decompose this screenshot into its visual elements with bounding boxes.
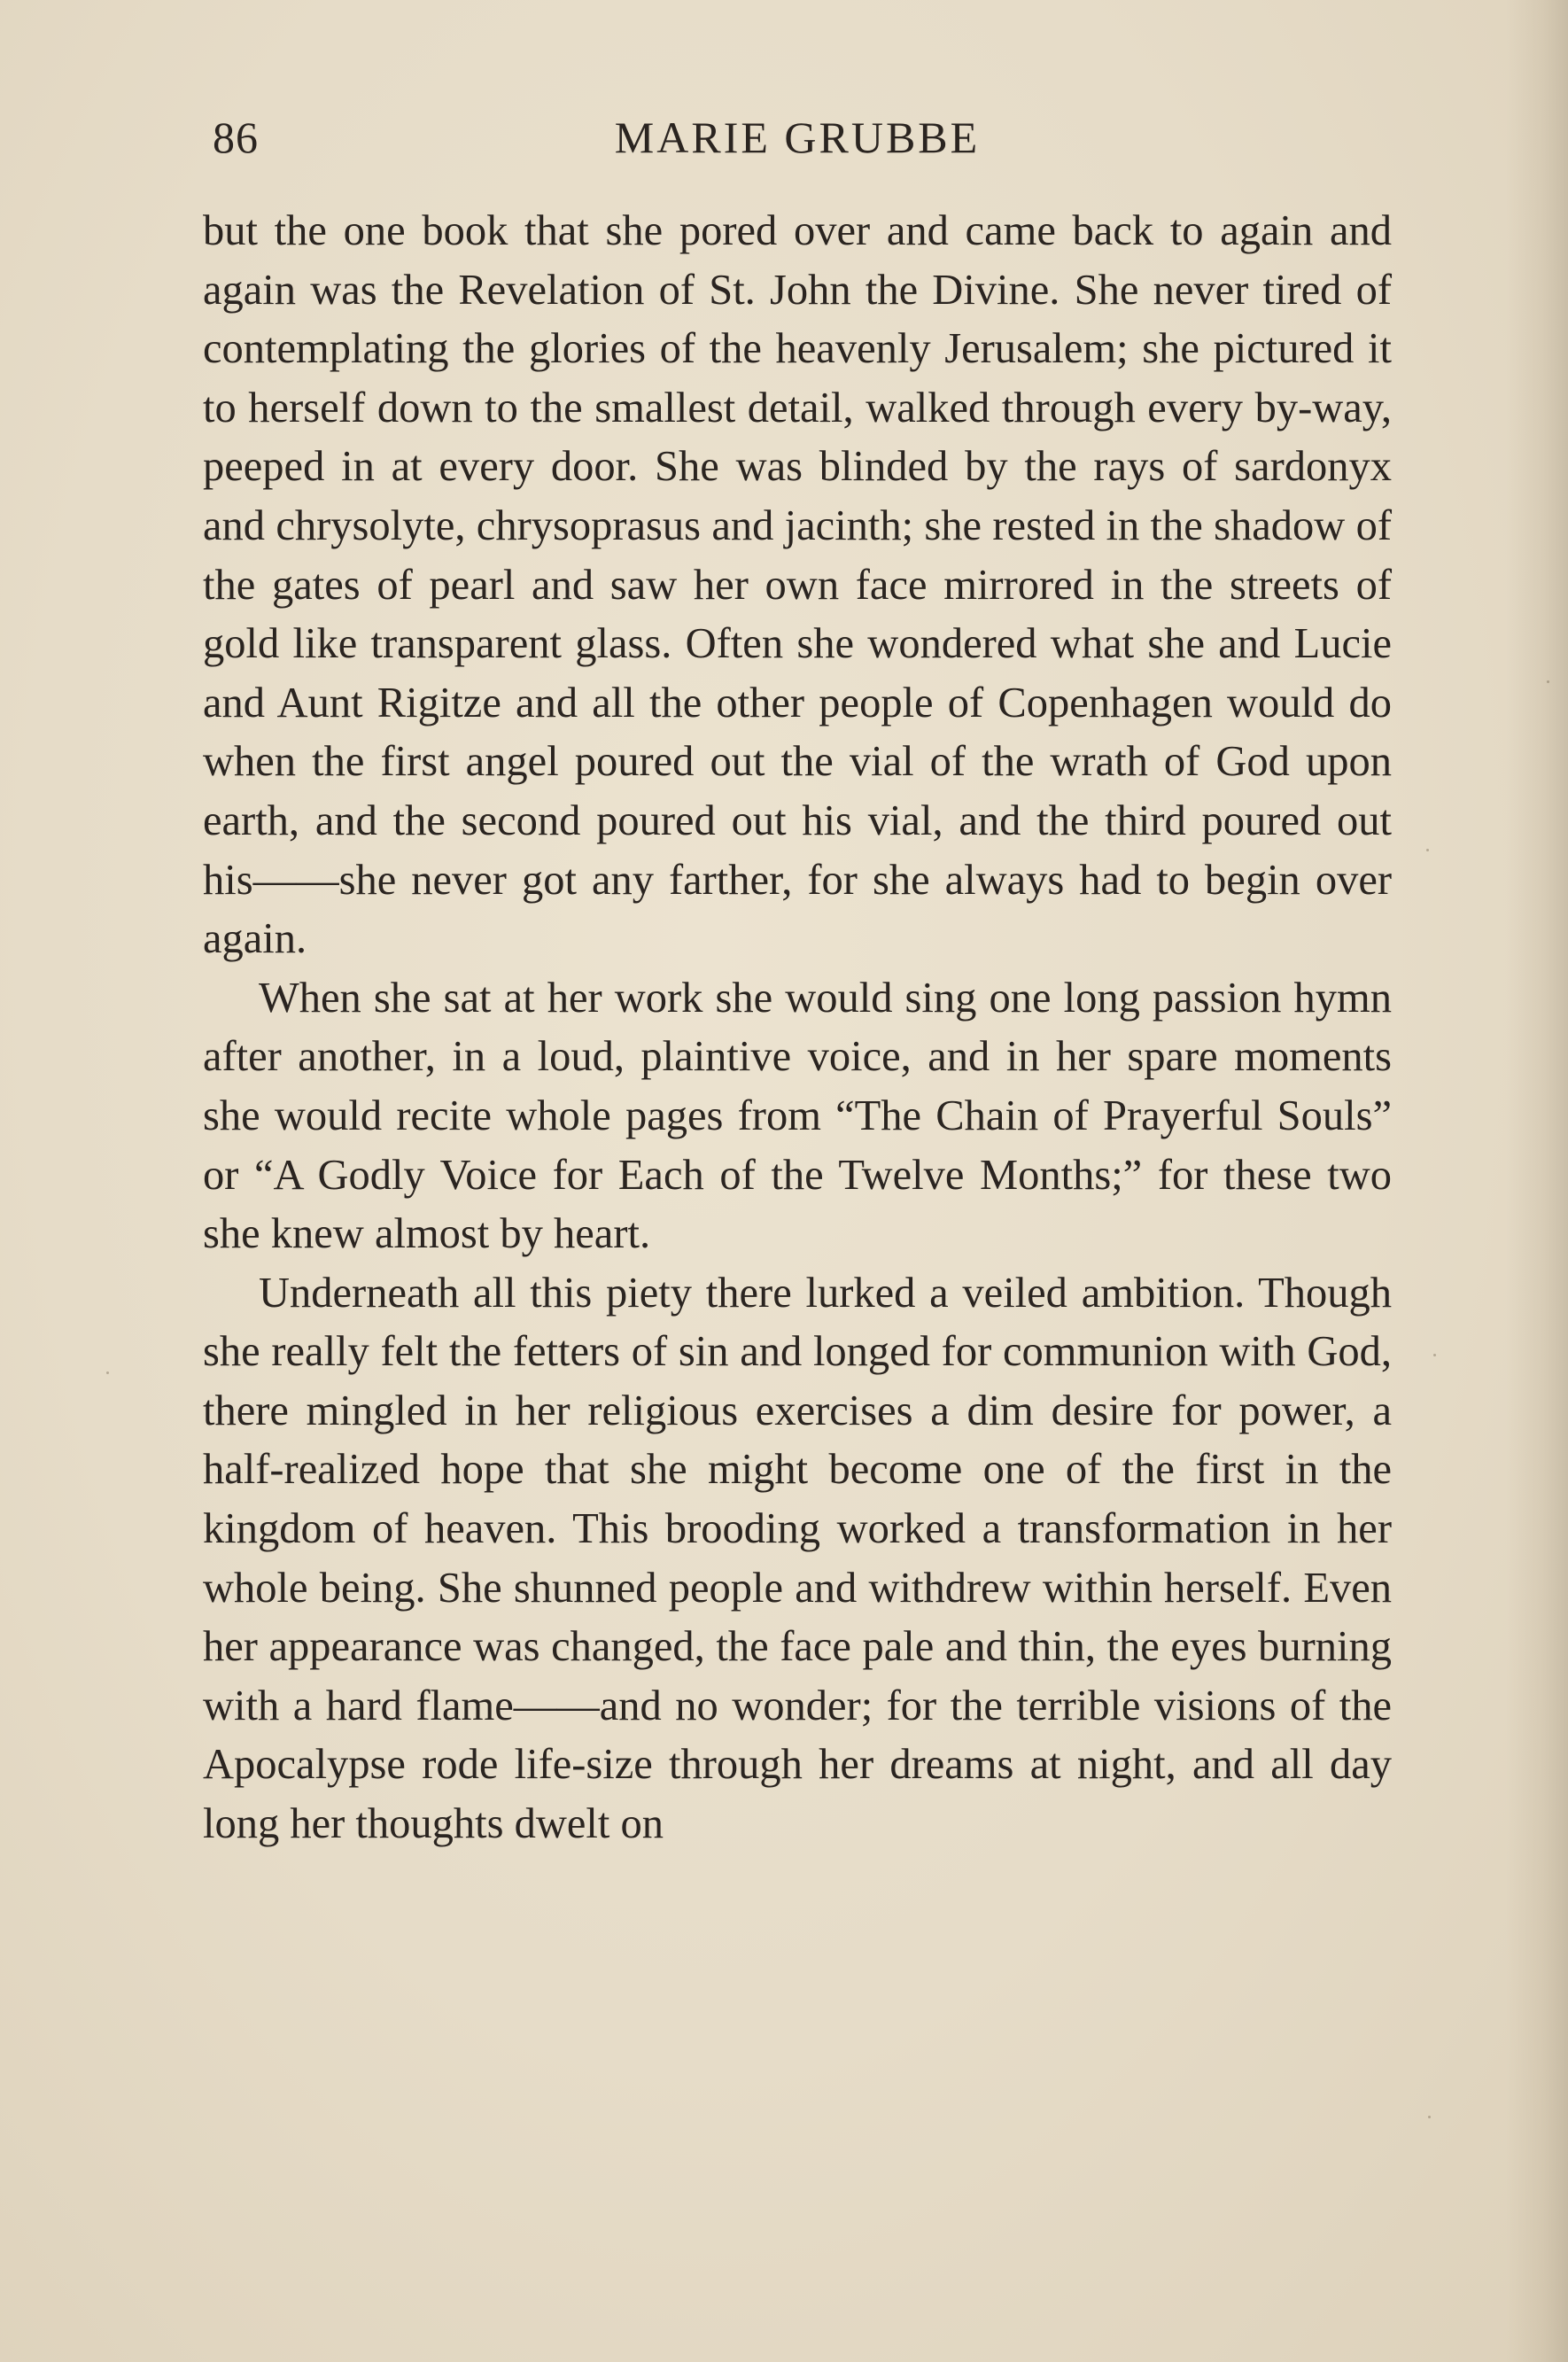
paragraph-1: but the one book that she pored over and came back to again and again was the Revelation of St. John the Divine. She never tired of contemplating the glories of the heavenly Jerusalem; she pictured it to herself down to the smallest detail, walked through every by-way, peeped in at every door. She was blinded by the rays of sardonyx and chrysolyte, chrysoprasus and jacinth; she rested in the shadow of the gates of pearl and saw her own face mirrored in the streets of gold like transparent glass. Often she wondered what she and Lucie and Aunt Rigitze and all the other people of Copenhagen would do when the first angel poured out the vial of the wrath of God upon earth, and the second poured out his vial, and the third poured out his——she never got any farther, for she always had to begin over again. xyxy=(203,207,1392,963)
page-number: 86 xyxy=(213,113,259,162)
paper-speck xyxy=(1433,1354,1436,1356)
running-head: MARIE GRUBBE xyxy=(614,113,981,162)
body-text xyxy=(203,202,1392,1854)
page-edge-shadow xyxy=(1506,0,1568,2362)
paper-speck xyxy=(106,1371,109,1374)
paper-speck xyxy=(1426,849,1429,851)
paragraph-3: Underneath all this piety there lurked a veiled ambition. Though she really felt the fetters of sin and longed for communion with God, there mingled in her religious exercises a dim desire for power, a half-realized hope that she might become one of the first in the kingdom of heaven. This brooding worked a transformation in her whole being. She shunned people and withdrew within herself. Even her appearance was changed, the face pale and thin, the eyes burning with a hard flame——and no wonder; for the terrible visions of the Apocalypse rode life-size through her dreams at night, and all day long her thoughts dwelt on xyxy=(203,1269,1392,1848)
paper-speck xyxy=(1547,680,1549,683)
page-header xyxy=(204,112,1391,174)
paper-speck xyxy=(1428,2116,1431,2118)
paragraph-2: When she sat at her work she would sing one long passion hymn after another, in a loud, plaintive voice, and in her spare moments she would recite whole pages from “The Chain of Prayerful Souls” or “A Godly Voice for Each of the Twelve Months;” for these two she knew almost by heart. xyxy=(203,974,1392,1258)
